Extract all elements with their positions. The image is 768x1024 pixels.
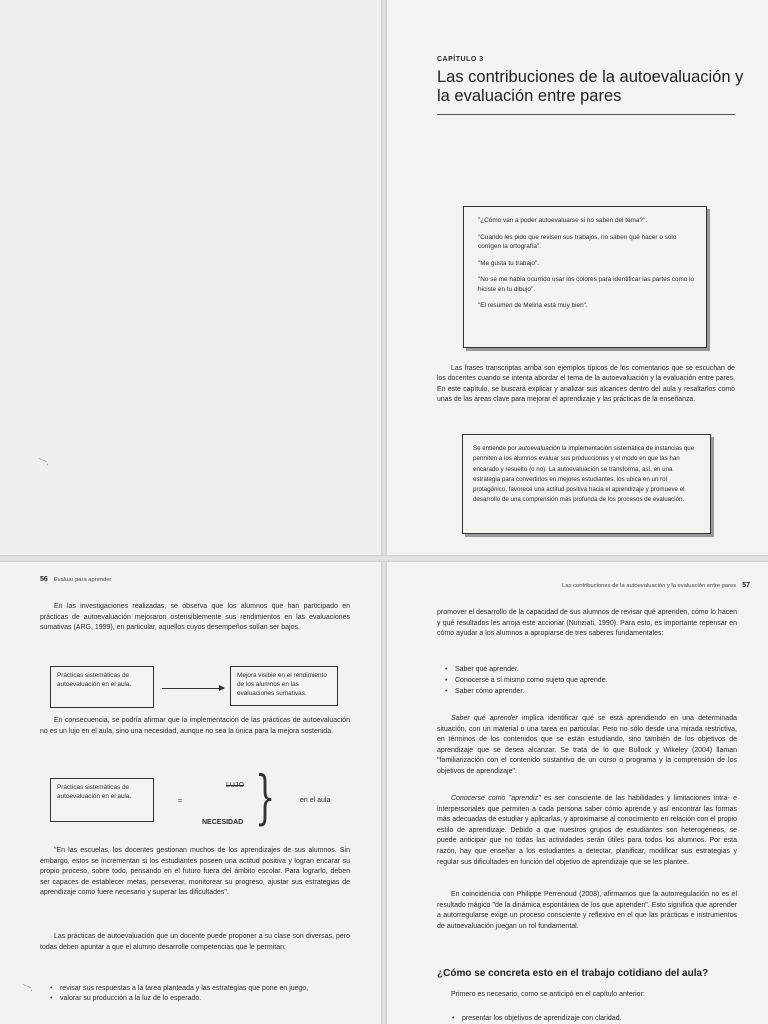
definition-box bbox=[462, 434, 711, 534]
title-rule bbox=[437, 114, 735, 115]
page-number: 56 bbox=[40, 576, 48, 583]
list-item: • Saber cómo aprender. bbox=[445, 686, 608, 697]
competencies-list bbox=[40, 984, 360, 1005]
paragraph: Conocerse como "aprendiz" es ser consciente de las habilidades y limitaciones intra- e interpersonales que permiten a cada persona saber cómo aprende y así encontrar las formas más adecuadas de estudiar y aplicarlas, y aproximarse al conocimiento en relación con el propio estilo de aprendizaje. Debido a que nuestros grupos de estudiantes son heterogéneos, se puede anticipar que no todas las actividades serán útiles para todos los alumnos. Por esta razón, hay que enseñar a los estudiantes a detectar, planificar, modificar sus estrategias y regular sus dificultades en función del objetivo de aprendizaje que se les plantee. bbox=[437, 795, 738, 866]
quote: "Me gusta tu trabajo". bbox=[478, 259, 540, 267]
spread-gutter bbox=[381, 0, 387, 1024]
steps-list bbox=[452, 1013, 622, 1024]
paragraph: Saber qué aprender implica identificar qué se está aprendiendo en una determinada situación, con un material o una tarea en particular. Pero no sólo desde una mirada restrictiva, en términos de los contenidos que se están estudiando, sino también de los objetivos de aprendizaje que se desea alcanzar. Se trata de lo que Bullock y Wikeley (2004) llaman "familiarización con el contenido sustantivo de un curso o programa y la comprensión de los objetivos de aprendizaje". bbox=[437, 715, 737, 775]
quote: "¿Cómo van a poder autoevaluarse si no saben del tema?". bbox=[478, 217, 648, 224]
quote: "Cuando les pido que revisen sus trabajos, no saben qué hacer o sólo corrigen la ortografía". bbox=[478, 233, 677, 250]
intro-paragraph: Las frases transcriptas arriba son ejemplos típicos de los comentarios que se escuchan de los docentes cuando se intenta abordar el tema de la autoevaluación y la evaluación entre pares. En este capítulo, se buscará explicar y analizar sus alcances dentro del aula y resaltarlos como unas de las áreas clave para mejorar el aprendizaje y las prácticas de la enseñanza. bbox=[437, 365, 735, 404]
list-item: • valorar su producción a la luz de lo esperado. bbox=[40, 994, 360, 1004]
diagram-box-practices-2: Prácticas sistemáticas de autoevaluación en el aula. bbox=[50, 778, 154, 822]
running-head-left: 56 Evaluar para aprender bbox=[40, 576, 112, 583]
diagram-box-improvement: Mejora visible en el rendimiento de los alumnos en las evaluaciones sumativas. bbox=[230, 666, 338, 706]
term: Saber qué aprender bbox=[451, 715, 518, 722]
scan-seam bbox=[0, 555, 768, 562]
chapter-label: CAPÍTULO 3 bbox=[437, 56, 484, 63]
brace-icon: } bbox=[255, 763, 276, 831]
definition-term: autoevaluación bbox=[518, 445, 561, 452]
word-necesidad: NECESIDAD bbox=[202, 819, 244, 826]
chapter-title: Las contribuciones de la autoevaluación y la evaluación entre pares bbox=[437, 68, 744, 105]
result-label: en el aula bbox=[300, 797, 331, 804]
arrow-right-icon bbox=[162, 688, 224, 689]
paragraph: En consecuencia, se podría afirmar que la implementación de las prácticas de autoevaluación no es un lujo en el aula, sino una necesidad, aunque no sea la única para la mejora sostenida. bbox=[40, 717, 350, 735]
paragraph: En las investigaciones realizadas, se observa que los alumnos que han participado en prácticas de autoevaluación mejoraron ostensiblemente sus rendimientos en las evaluaciones sumativas (ARG, 1999), en particular, aquellos cuyos desempeños solían ser bajos. bbox=[40, 603, 350, 632]
list-item: • Conocerse a sí mismo como sujeto que aprende. bbox=[445, 675, 608, 686]
paragraph: Primero es necesario, como se anticipó en el capítulo anterior: bbox=[451, 991, 645, 998]
struck-word-lujo: LUJO bbox=[226, 782, 244, 789]
fundamental-knowledge-list bbox=[445, 664, 608, 697]
running-head-right: Las contribuciones de la autoevaluación y la evaluación entre pares 57 bbox=[562, 582, 750, 589]
paragraph: promover el desarrollo de la capacidad de sus alumnos de revisar qué aprenden, cómo lo hacen y qué resultados les arroja este accionar (Nunziati, 1990). Para esto, es importante repensar en cómo ayudar a los alumnos a apropiarse de tres saberes fundamentales: bbox=[437, 609, 737, 638]
scan-speck: ~~, bbox=[36, 454, 51, 467]
list-item: • presentar los objetivos de aprendizaje con claridad. bbox=[452, 1013, 622, 1024]
blank-page-top-left bbox=[0, 0, 381, 555]
list-item: • Saber qué aprender. bbox=[445, 664, 608, 675]
page-chapter-opening bbox=[387, 0, 768, 555]
quoted-paragraph: "En las escuelas, los docentes gestionan muchos de los aprendizajes de sus alumnos. Sin embargo, estos se incrementan si los estudiantes poseen una actitud positiva y logran encarar su propio proceso, sobre todo, pensando en el futuro fuera del ámbito escolar. Para lograrlo, deben ser capaces de establecer metas, perseverar, monitorear su progreso, ajustar sus estrategias de aprendizaje como fuere necesario y superar las dificultades". bbox=[40, 847, 350, 897]
paragraph: Las prácticas de autoevaluación que un docente puede proponer a su clase son diversas, pero todas deben apuntar a que el alumno desarrolle competencias que le permitan: bbox=[40, 933, 350, 951]
list-item: • revisar sus respuestas a la tarea planteada y las estrategias que pone en juego, bbox=[40, 984, 360, 994]
term: Conocerse como "aprendiz" bbox=[451, 795, 541, 802]
definition-text: Se entiende por autoevaluación la implementación sistemática de instancias que permiten a los alumnos evaluar sus producciones y el modo en que las han encarado y resuelto (o no). La autoevaluación se transforma, así, en una estrategia para convertirlos en mejores estudiantes, los ubica en un rol protagónico, favorece una actitud positiva hacia el aprendizaje y promueve el desarrollo de una comprensión más profunda de los procesos de evaluación. bbox=[473, 445, 695, 504]
section-heading: ¿Cómo se concreta esto en el trabajo cotidiano del aula? bbox=[437, 968, 709, 979]
paragraph: En coincidencia con Philippe Perrenoud (2008), afirmamos que la autorregulación no es el resultado mágico "de la dinámica espontánea de los que aprenden". Esto significa que aprender a autorregularse exige un proceso consciente y reflexivo en el que las prácticas e instrumentos de autoevaluación juegan un rol fundamental. bbox=[437, 891, 737, 930]
diagram-box-practices: Prácticas sistemáticas de autoevaluación en el aula. bbox=[50, 666, 154, 708]
scan-speck: ~~, bbox=[20, 980, 35, 993]
page-number: 57 bbox=[742, 582, 750, 589]
quotes-box bbox=[463, 206, 707, 348]
quote: "No se me había ocurrido usar los colores para identificar las partes como lo hiciste en tu dibujo". bbox=[478, 276, 695, 293]
quote: "El resumen de Melina está muy bien". bbox=[478, 302, 588, 309]
equals-sign: = bbox=[178, 798, 183, 805]
page-56 bbox=[0, 562, 381, 1024]
page-57 bbox=[387, 562, 768, 1024]
